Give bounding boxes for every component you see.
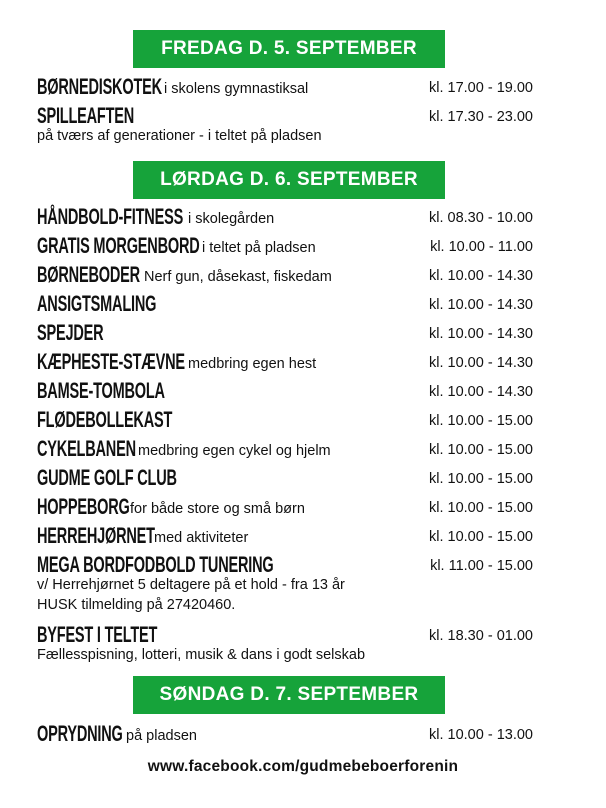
event-title: OPRYDNING [37,721,123,746]
day-heading-saturday: LØRDAG D. 6. SEPTEMBER [133,161,445,199]
event-time: kl. 08.30 - 10.00 [429,210,533,226]
event-description: i skolens gymnastiksal [164,81,309,97]
event-title: ANSIGTSMALING [37,291,157,316]
event-row [37,405,533,432]
event-time: kl. 17.00 - 19.00 [429,80,533,96]
facebook-url: www.facebook.com/gudmebeboerforenin [147,758,459,775]
event-title: FLØDEBOLLEKAST [37,407,173,432]
event-row [37,231,533,258]
event-title: CYKELBANEN [37,436,136,461]
event-title: HOPPEBORG [37,494,130,519]
event-description: i skolegården [188,211,275,227]
event-description: Nerf gun, dåsekast, fiskedam [144,269,332,285]
event-time: kl. 11.00 - 15.00 [430,558,533,574]
event-title: BAMSE-TOMBOLA [37,378,165,403]
event-time: kl. 18.30 - 01.00 [429,628,533,644]
event-row [37,318,533,345]
event-title: MEGA BORDFODBOLD TUNERING [37,552,274,577]
event-row [37,260,533,287]
event-title: BØRNEDISKOTEK [37,74,162,99]
event-time: kl. 10.00 - 14.30 [429,268,533,284]
event-subtext: HUSK tilmelding på 27420460. [37,597,236,613]
event-time: kl. 10.00 - 14.30 [429,326,533,342]
event-time: kl. 10.00 - 14.30 [429,355,533,371]
event-description: medbring egen hest [188,356,317,372]
event-title: GRATIS MORGENBORD [37,233,200,258]
day-heading-sunday: SØNDAG D. 7. SEPTEMBER [133,676,445,714]
event-row [37,492,533,519]
event-row [37,620,533,647]
event-description: på pladsen [126,728,197,744]
event-title: SPILLEAFTEN [37,103,135,128]
event-description: med aktiviteter [154,530,249,546]
event-title: BYFEST I TELTET [37,622,158,647]
event-description: medbring egen cykel og hjelm [138,443,331,459]
event-title: HERREHJØRNET [37,523,155,548]
event-description: i teltet på pladsen [202,240,316,256]
day-heading-friday: FREDAG D. 5. SEPTEMBER [133,30,445,68]
event-time: kl. 10.00 - 11.00 [430,239,533,255]
event-time: kl. 10.00 - 14.30 [429,297,533,313]
event-time: kl. 10.00 - 15.00 [429,500,533,516]
event-subtext: på tværs af generationer - i teltet på pladsen [37,128,322,144]
event-row [37,550,533,577]
event-title: HÅNDBOLD-FITNESS [37,204,184,229]
event-title: GUDME GOLF CLUB [37,465,177,490]
event-row [37,202,533,229]
event-time: kl. 10.00 - 15.00 [429,529,533,545]
event-title: KÆPHESTE-STÆVNE [37,349,185,374]
event-time: kl. 10.00 - 15.00 [429,413,533,429]
event-row [37,289,533,316]
event-row [37,434,533,461]
event-row [37,521,533,548]
event-row [37,719,533,746]
event-row [37,72,533,99]
event-time: kl. 10.00 - 15.00 [429,442,533,458]
event-row [37,347,533,374]
event-subtext: Fællesspisning, lotteri, musik & dans i godt selskab [37,647,366,663]
event-title: BØRNEBODER [37,262,140,287]
event-time: kl. 10.00 - 15.00 [429,471,533,487]
event-row [37,376,533,403]
event-time: kl. 17.30 - 23.00 [429,109,533,125]
event-row [37,101,533,128]
event-title: SPEJDER [37,320,104,345]
event-subtext: v/ Herrehjørnet 5 deltagere på et hold - fra 13 år [37,577,345,593]
event-time: kl. 10.00 - 13.00 [429,727,533,743]
event-row [37,463,533,490]
event-time: kl. 10.00 - 14.30 [429,384,533,400]
event-description: for både store og små børn [130,501,305,517]
